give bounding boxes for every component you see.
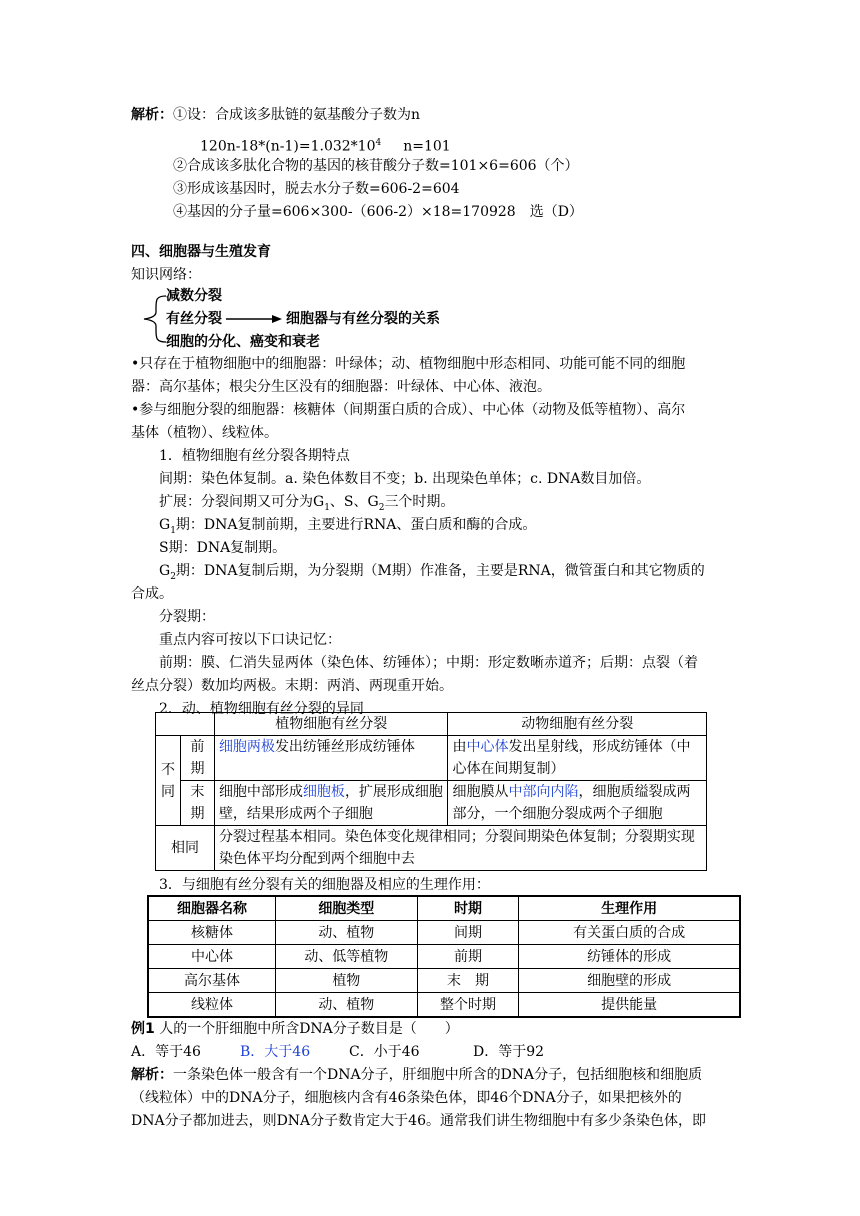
table-row — [156, 781, 707, 826]
table-cell: 中心体 — [148, 945, 276, 969]
table-cell: 核糖体 — [148, 921, 276, 945]
header-function: 生理作用 — [519, 896, 740, 921]
label-different: 不同 — [156, 736, 181, 826]
table-cell: 动、植物 — [276, 921, 418, 945]
analysis-line-3: ②合成该多肽化合物的基因的核苷酸分子数=101×6=606（个） — [173, 158, 579, 174]
interphase-line: 间期：染色体复制。a. 染色体数目不变；b. 出现染色单体；c. DNA数目加倍。 — [159, 471, 651, 487]
option-d: D．等于92 — [473, 1044, 545, 1060]
analysis-line-5: ④基因的分子量=606×300-（606-2）×18=170928 选（D） — [173, 204, 583, 220]
analysis-line-2: $120n-18*(n-1)=1.032*10^4$ n=101 — [200, 138, 451, 155]
table-cell: 提供能量 — [519, 993, 740, 1018]
table-row — [148, 969, 740, 993]
cell-plant-telophase: 细胞中部形成细胞板，扩展形成细胞壁，结果形成两个子细胞 — [214, 781, 448, 826]
point-1b: 器：高尔基体；根尖分生区没有的细胞器：叶绿体、中心体、液泡。 — [131, 379, 551, 395]
header-animal: 动物细胞有丝分裂 — [448, 713, 707, 736]
point-2b: 基体（植物）、线粒体。 — [131, 425, 278, 441]
header-organelle: 细胞器名称 — [148, 896, 276, 921]
example-label: 例1 — [131, 1021, 155, 1037]
option-a: A．等于46 — [131, 1044, 201, 1060]
subheading-3: 3．与细胞有丝分裂有关的细胞器及相应的生理作用： — [159, 877, 490, 893]
point-1a: •只存在于植物细胞中的细胞器：叶绿体；动、植物细胞中形态相同、功能可能不同的细胞 — [131, 356, 686, 372]
example-analysis-2: （线粒体）中的DNA分子，细胞核内含有46条染色体，即46个DNA分子，如果把核外的 — [131, 1090, 682, 1106]
table-row — [148, 921, 740, 945]
analysis-label: 解析： — [131, 1067, 173, 1083]
example-analysis-3: DNA分子都加进去，则DNA分子数肯定大于46。通常我们讲生物细胞中有多少条染色体，即 — [131, 1113, 706, 1129]
arrow-head — [272, 315, 282, 323]
header-plant: 植物细胞有丝分裂 — [214, 713, 448, 736]
cell-same-description: 分裂过程基本相同。染色体变化规律相同；分裂间期染色体复制；分裂期实现染色体平均分配到两个细胞中去 — [214, 826, 706, 871]
mnemonic-line-1: 前期：膜、仁消失显两体（染色体、纺锤体）；中期：形定数晰赤道齐；后期：点裂（着 — [159, 655, 698, 671]
table-cell: 植物 — [276, 969, 418, 993]
g2-line: $G_2$期：DNA复制后期，为分裂期（M期）作准备，主要是RNA，微管蛋白和其它物质的 — [159, 563, 705, 582]
knowledge-network-label: 知识网络： — [131, 267, 201, 283]
analysis-line-1: 解析：①设：合成该多肽链的氨基酸分子数为n — [131, 107, 421, 123]
table-row — [156, 736, 707, 781]
subheading-1: 1．植物细胞有丝分裂各期特点 — [159, 448, 350, 464]
mnemonic-line-2: 丝点分裂）数加均两极。末期：两消、两现重开始。 — [131, 678, 453, 694]
example-question: 例1 人的一个肝细胞中所含DNA分子数目是（ ） — [131, 1021, 459, 1037]
table-cell: 有关蛋白质的合成 — [519, 921, 740, 945]
header-cell-type: 细胞类型 — [276, 896, 418, 921]
s-phase-line: S期：DNA复制期。 — [159, 540, 287, 556]
diagram-item-relation: 细胞器与有丝分裂的关系 — [286, 311, 440, 327]
option-b: B．大于46 — [240, 1044, 311, 1060]
mnemonic-intro: 重点内容可按以下口诀记忆： — [159, 632, 341, 648]
label-same: 相同 — [156, 826, 215, 871]
table-cell: 前期 — [417, 945, 519, 969]
mitosis-comparison-table — [155, 712, 707, 871]
diagram-item-mitosis: 有丝分裂 — [166, 311, 222, 327]
table-row — [148, 945, 740, 969]
example-analysis-1: 解析：一条染色体一般含有一个DNA分子，肝细胞中所含的DNA分子，包括细胞核和细胞质 — [131, 1067, 703, 1083]
g1-line: $G_1$期：DNA复制前期，主要进行RNA、蛋白质和酶的合成。 — [159, 517, 537, 536]
table-cell: 细胞壁的形成 — [519, 969, 740, 993]
cell-plant-prophase: 细胞两极发出纺锤丝形成纺锤体 — [214, 736, 448, 781]
table-cell: 线粒体 — [148, 993, 276, 1018]
analysis-label: 解析： — [131, 107, 173, 123]
option-c: C．小于46 — [349, 1044, 420, 1060]
division-phase-line: 分裂期： — [159, 609, 215, 625]
table-cell: 动、低等植物 — [276, 945, 418, 969]
table-cell: 动、植物 — [276, 993, 418, 1018]
table-cell: 纺锤体的形成 — [519, 945, 740, 969]
label-telophase: 末期 — [180, 781, 214, 826]
header-period: 时期 — [417, 896, 519, 921]
table-cell: 高尔基体 — [148, 969, 276, 993]
analysis-line-4: ③形成该基因时，脱去水分子数=606-2=604 — [173, 181, 460, 197]
organelle-table — [147, 895, 741, 1018]
label-prophase: 前期 — [180, 736, 214, 781]
table-row — [156, 713, 707, 736]
diagram-item-differentiation: 细胞的分化、癌变和衰老 — [166, 334, 320, 350]
table-cell: 整个时期 — [417, 993, 519, 1018]
brace-line — [144, 296, 166, 342]
point-2a: •参与细胞分裂的细胞器：核糖体（间期蛋白质的合成）、中心体（动物及低等植物）、高尔 — [131, 402, 686, 418]
table-cell: 间期 — [417, 921, 519, 945]
table-header-row — [148, 896, 740, 921]
subheading-2: 2．动、植物细胞有丝分裂的异同 — [159, 701, 364, 717]
cell-animal-prophase: 由中心体发出星射线，形成纺锤体（中心体在间期复制） — [448, 736, 707, 781]
cell-animal-telophase: 细胞膜从中部向内陷，细胞质缢裂成两部分，一个细胞分裂成两个子细胞 — [448, 781, 707, 826]
table-corner-cell — [156, 713, 215, 736]
table-row — [156, 826, 707, 871]
table-cell: 末 期 — [417, 969, 519, 993]
g2-line-cont: 合成。 — [131, 586, 173, 602]
diagram-item-meiosis: 减数分裂 — [166, 288, 222, 304]
table-row — [148, 993, 740, 1018]
section-heading: 四、细胞器与生殖发育 — [131, 244, 271, 260]
extension-line: 扩展：分裂间期又可分为$G_1$、S、$G_2$三个时期。 — [159, 494, 455, 513]
